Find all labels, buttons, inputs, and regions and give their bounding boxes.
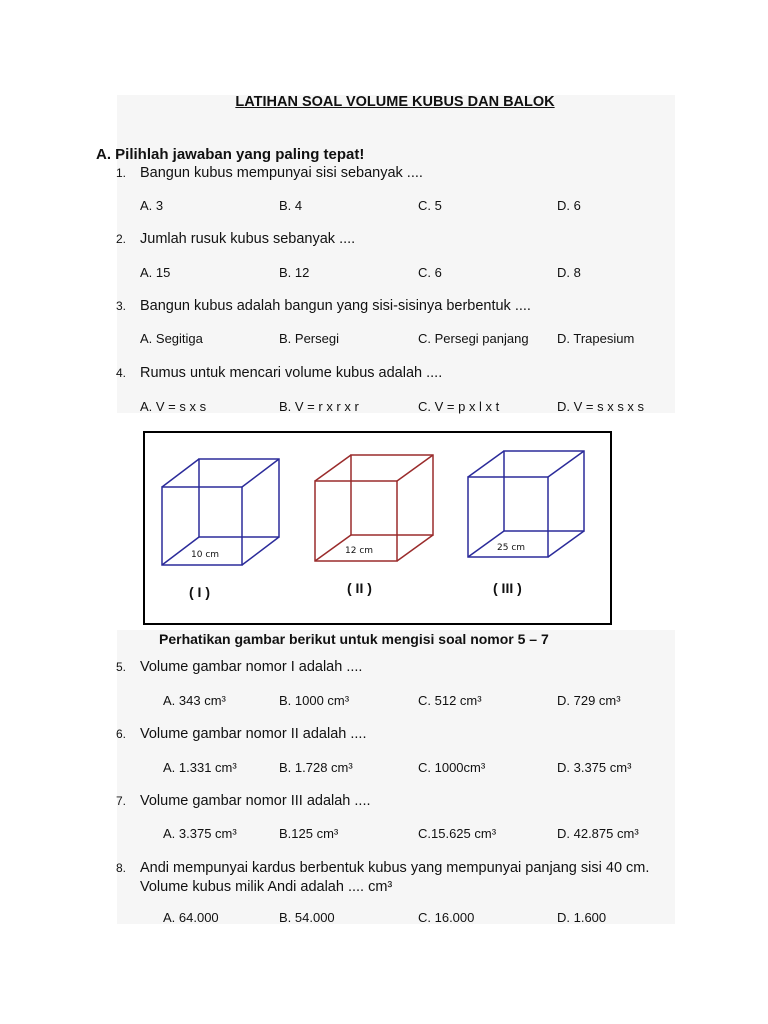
question-2	[116, 230, 660, 249]
option-a: A. Segitiga	[140, 331, 203, 346]
cube-2-dimension: 12 cm	[345, 546, 374, 556]
option-b: B.125 cm³	[279, 826, 339, 841]
question-1	[116, 164, 660, 183]
question-number: 7.	[116, 794, 127, 808]
option-d: D. 3.375 cm³	[557, 760, 632, 775]
option-d: D. V = s x s x s	[557, 399, 645, 414]
cube-1-dimension: 10 cm	[191, 550, 220, 560]
option-c: C. 5	[418, 198, 442, 213]
question-3	[116, 297, 660, 316]
option-b: B. V = r x r x r	[279, 399, 359, 414]
figure-instruction: Perhatikan gambar berikut untuk mengisi soal nomor 5 – 7	[159, 631, 549, 647]
option-c: C. Persegi panjang	[418, 331, 529, 346]
option-d: D. 1.600	[557, 910, 607, 925]
question-text: Volume gambar nomor I adalah ....	[140, 659, 363, 675]
option-c: C. 1000cm³	[418, 760, 486, 775]
cube-2	[315, 455, 433, 561]
option-a: A. 15	[140, 265, 171, 280]
cube-3-dimension: 25 cm	[497, 543, 526, 553]
question-4	[116, 364, 660, 383]
question-text: Rumus untuk mencari volume kubus adalah ....	[140, 365, 443, 381]
option-d: D. 8	[557, 265, 581, 280]
option-c: C. 6	[418, 265, 442, 280]
page-title: LATIHAN SOAL VOLUME KUBUS DAN BALOK	[235, 94, 555, 110]
option-d: D. 42.875 cm³	[557, 826, 639, 841]
option-d: D. 729 cm³	[557, 693, 621, 708]
option-a: A. 1.331 cm³	[163, 760, 237, 775]
option-b: B. 54.000	[279, 910, 335, 925]
option-b: B. 12	[279, 265, 310, 280]
option-b: B. Persegi	[279, 331, 339, 346]
option-a: A. V = s x s	[140, 399, 207, 414]
option-c: C. 512 cm³	[418, 693, 482, 708]
option-a: A. 64.000	[163, 910, 219, 925]
cubes-figure	[143, 431, 612, 625]
option-c: C. V = p x l x t	[418, 399, 500, 414]
question-5	[116, 658, 660, 677]
question-text: Volume gambar nomor II adalah ....	[140, 726, 367, 742]
cube-1	[162, 459, 279, 565]
question-number: 5.	[116, 660, 127, 674]
question-7	[116, 792, 660, 811]
question-text: Andi mempunyai kardus berbentuk kubus yang mempunyai panjang sisi 40 cm. Volume kubus milik Andi adalah .... cm³	[140, 860, 650, 895]
question-number: 1.	[116, 166, 127, 180]
option-c: C. 16.000	[418, 910, 475, 925]
question-number: 8.	[116, 861, 127, 875]
question-number: 6.	[116, 727, 127, 741]
section-heading: A. Pilihlah jawaban yang paling tepat!	[96, 146, 365, 163]
option-c: C.15.625 cm³	[418, 826, 497, 841]
option-b: B. 4	[279, 198, 303, 213]
question-8	[116, 859, 660, 897]
option-a: A. 3.375 cm³	[163, 826, 237, 841]
question-text: Bangun kubus mempunyai sisi sebanyak ....	[140, 165, 423, 181]
cube-1-label: ( I )	[189, 584, 210, 600]
question-text: Bangun kubus adalah bangun yang sisi-sisinya berbentuk ....	[140, 298, 531, 314]
cube-3	[468, 451, 584, 557]
cube-3-label: ( III )	[493, 580, 522, 596]
question-text: Jumlah rusuk kubus sebanyak ....	[140, 231, 356, 247]
question-number: 2.	[116, 232, 127, 246]
option-a: A. 3	[140, 198, 164, 213]
option-b: B. 1.728 cm³	[279, 760, 353, 775]
question-number: 3.	[116, 299, 127, 313]
option-a: A. 343 cm³	[163, 693, 226, 708]
option-d: D. 6	[557, 198, 581, 213]
option-b: B. 1000 cm³	[279, 693, 350, 708]
option-d: D. Trapesium	[557, 331, 635, 346]
question-text: Volume gambar nomor III adalah ....	[140, 793, 371, 809]
cubes-drawing	[145, 433, 610, 623]
question-number: 4.	[116, 366, 127, 380]
cube-2-label: ( II )	[347, 580, 372, 596]
question-6	[116, 725, 660, 744]
